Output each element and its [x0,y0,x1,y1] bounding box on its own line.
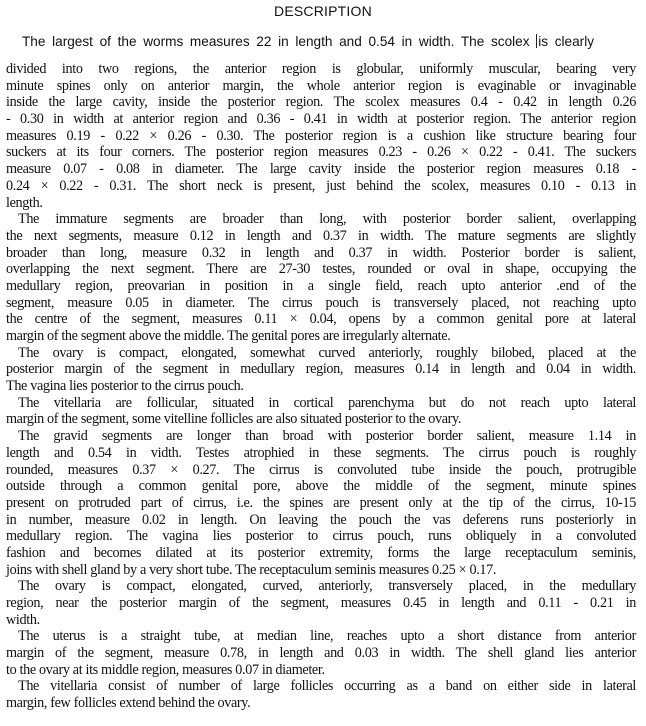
paragraph-line: margin, few follicles extend behind the ovary. [6,695,251,712]
paragraph-line: The uterus is a straight tube, at median line, reaches upto a short distance from anterior [18,628,636,645]
paragraph-line: The ovary is compact, elongated, somewhat curved anteriorly, roughly bilobed, placed at the [18,344,636,361]
lead-text-end: is clearly [538,34,595,49]
paragraph-line: 0.24 × 0.22 - 0.31. The short neck is present, just behind the scolex, measures 0.10 - 0.13 in [6,177,636,194]
paragraph-line: The vitellaria consist of number of large follicles occurring as a band on either side in lateral [18,678,636,695]
paragraph-line: minute spines only on anterior margin, the whole anterior region is evaginable or invaginable [6,77,636,94]
paragraph-line: rounded, measures 0.37 × 0.27. The cirrus is convoluted tube inside the pouch, protrugible [6,461,636,478]
paragraph-line: inside the large cavity, inside the posterior region. The scolex measures 0.4 - 0.42 in length 0.26 [6,94,636,111]
paragraph-line: - 0.30 in width at anterior region and 0.36 - 0.41 in width at posterior region. The anterior region [6,111,636,128]
paragraph-line: segment, measure 0.05 in diameter. The cirrus pouch is transversely placed, not reaching upto [6,294,636,311]
paragraph-line: width. [6,611,40,628]
paragraph-line: the next segments, measure 0.12 in length and 0.37 in width. The mature segments are slightly [6,227,636,244]
paragraph-line: fashion and becomes dilated at its posterior extremity, forms the large receptaculum seminis, [6,544,636,561]
lead-text: The largest of the worms measures 22 in length and 0.54 in width. The scolex [22,34,530,49]
paragraph-line: margin of the segment above the middle. The genital pores are irregularly alternate. [6,328,451,344]
paragraph-line: The vitellaria are follicular, situated in cortical parenchyma but do not reach upto lateral [18,394,636,411]
paragraph-line: region, near the posterior margin of the segment, measures 0.45 in length and 0.11 - 0.21 in [6,595,636,611]
paragraph-line: measures 0.19 - 0.22 × 0.26 - 0.30. The posterior region is a cushion like structure bearing four [6,127,636,144]
paragraph-line: overlapping the next segment. There are 27-30 testes, rounded or oval in shape, occupying the [6,261,636,278]
paragraph-line: The gravid segments are longer than broad with posterior border salient, measure 1.14 in [18,428,636,445]
paragraph-line: outside through a common genital pore, above the middle of the segment, minute spines [6,478,636,495]
section-heading: DESCRIPTION [274,3,372,19]
paragraph-line: margin of the segment, some vitelline follicles are also situated posterior to the ovary. [6,411,462,428]
paragraph-line: suckers at its four corners. The posterior region measures 0.23 - 0.26 × 0.22 - 0.41. The suckers [6,144,636,161]
paragraph-line: The vagina lies posterior to the cirrus pouch. [6,378,244,395]
paragraph-line: length. [6,194,43,211]
paragraph-line: The ovary is compact, elongated, curved, anteriorly, transversely placed, in the medullary [18,578,636,595]
paragraph-line: medullary region. The vagina lies posterior to cirrus pouch, runs obliquely in a convoluted [6,528,636,545]
paragraph-line: divided into two regions, the anterior region is globular, uniformly muscular, bearing very [6,61,636,77]
paragraph-line: joins with shell gland by a very short tube. The receptaculum seminis measures 0.25 × 0.17. [6,561,497,578]
paragraph-line: to the ovary at its middle region, measures 0.07 in diameter. [6,661,325,678]
paragraph-line: broader than long, measure 0.32 in length and 0.37 in width. Posterior border is salient, [6,244,636,261]
paragraph-line: posterior margin of the segment in medullary region, measures 0.14 in length and 0.04 in width. [6,361,636,378]
lead-sentence [22,34,594,49]
paragraph-line: The immature segments are broader than long, with posterior border salient, overlapping [18,211,636,228]
paragraph-line: medullary region, preovarian in position in a single field, reach upto anterior .end of the [6,277,636,294]
paragraph-line: margin of the segment, measure 0.78, in length and 0.03 in width. The shell gland lies anterior [6,645,636,662]
paragraph-line: measure 0.07 - 0.08 in diameter. The large cavity inside the posterior region measures 0.18 - [6,161,636,178]
paragraph-line: length and 0.54 in vidth. Testes atrophied in these segments. The cirrus pouch is roughly [6,444,636,461]
description-body [6,61,636,712]
paragraph-line: present on protruded part of cirrus, i.e. the spines are present only at the tip of the cirrus, 10-15 [6,494,636,511]
paragraph-line: the centre of the segment, measures 0.11 × 0.04, opens by a common genital pore at lateral [6,311,636,328]
paragraph-line: in number, measure 0.02 in length. On leaving the pouch the vas deferens runs posteriorly in [6,511,636,528]
